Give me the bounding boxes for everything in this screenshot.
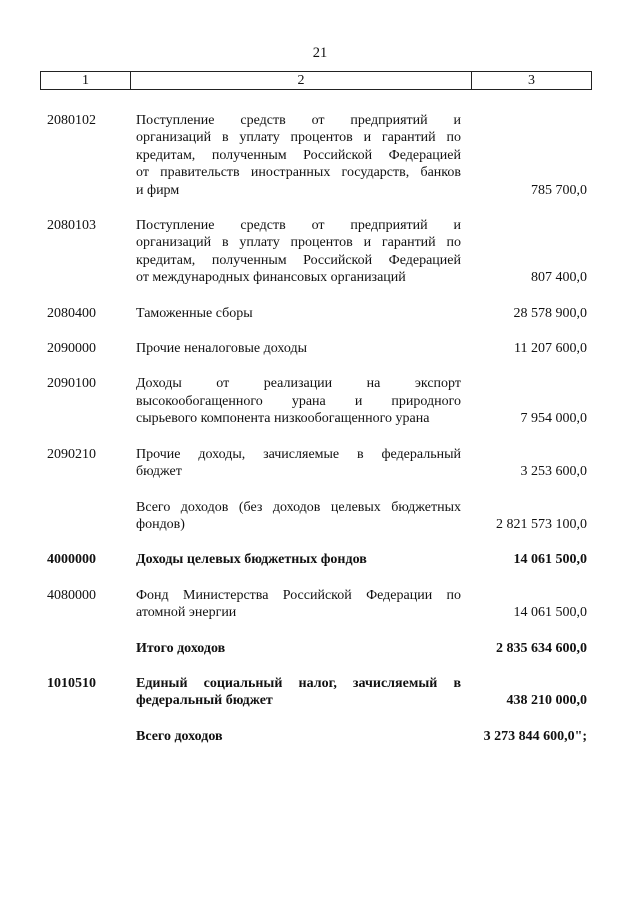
table-row [47, 305, 587, 322]
description-line: кредитам, полученным Российской Федерацией [136, 147, 461, 163]
table-row [47, 446, 587, 481]
description-line: Фонд Министерства Российской Федерации по [136, 587, 461, 603]
table-row [47, 217, 587, 287]
description-line: высокообогащенного урана и природного [136, 393, 461, 409]
description-line: Итого доходов [136, 640, 226, 656]
table-row [47, 675, 587, 710]
row-amount: 14 061 500,0 [513, 605, 587, 621]
row-code [47, 640, 136, 657]
description-line: Всего доходов (без доходов целевых бюджетных [136, 499, 461, 515]
description-line: Всего доходов [136, 728, 223, 744]
row-description [136, 112, 461, 199]
description-line: от международных финансовых организаций [136, 270, 406, 286]
row-code: 2080400 [47, 305, 96, 321]
row-description [136, 305, 461, 322]
description-line: фондов) [136, 516, 185, 532]
row-amount: 438 210 000,0 [506, 693, 587, 709]
description-line: Поступление средств от предприятий и [136, 113, 461, 128]
description-line: атомной энергии [136, 605, 237, 621]
row-description [136, 340, 461, 357]
table-row [47, 587, 587, 622]
row-description [136, 640, 461, 657]
row-amount: 807 400,0 [531, 270, 587, 286]
description-line: организаций в уплату процентов и гарантий по [136, 235, 461, 251]
description-line: и фирм [136, 182, 180, 198]
column-header-2: 2 [131, 72, 472, 89]
row-code: 4000000 [47, 552, 96, 568]
row-code: 2080103 [47, 218, 96, 234]
description-line: Таможенные сборы [136, 305, 253, 321]
table-row [47, 112, 587, 199]
page-number: 21 [312, 45, 328, 61]
table-row [47, 640, 587, 657]
row-amount: 3 253 600,0 [520, 464, 587, 480]
description-line: федеральный бюджет [136, 693, 273, 709]
description-line: организаций в уплату процентов и гарантий по [136, 130, 461, 146]
description-line: Единый социальный налог, зачисляемый в [136, 675, 461, 691]
row-code: 2090210 [47, 446, 96, 462]
description-line: Доходы от реализации на экспорт [136, 376, 461, 392]
row-code [47, 728, 136, 745]
table-row [47, 375, 587, 427]
table-row [47, 551, 587, 568]
row-amount: 28 578 900,0 [513, 305, 587, 321]
row-amount: 7 954 000,0 [520, 411, 587, 427]
description-line: кредитам, полученным Российской Федерацией [136, 252, 461, 268]
table-row [47, 499, 587, 534]
table-row [47, 728, 587, 745]
row-amount: 14 061 500,0 [513, 552, 587, 568]
row-code: 4080000 [47, 587, 96, 603]
row-description [136, 446, 461, 481]
row-description [136, 551, 461, 568]
row-code: 2090100 [47, 376, 96, 392]
description-line: от правительств иностранных государств, банков [136, 165, 461, 181]
description-line: бюджет [136, 464, 182, 480]
column-header-3: 3 [528, 73, 535, 88]
description-line: Доходы целевых бюджетных фондов [136, 552, 367, 568]
column-header-1: 1 [41, 72, 131, 89]
income-table-body [47, 112, 587, 745]
description-line: Поступление средств от предприятий и [136, 218, 461, 234]
row-amount: 785 700,0 [531, 182, 587, 198]
row-description [136, 499, 461, 534]
row-code: 2090000 [47, 341, 96, 357]
row-amount: 2 835 634 600,0 [496, 640, 587, 656]
row-code: 1010510 [47, 675, 96, 691]
row-code: 2080102 [47, 113, 96, 128]
description-line: сырьевого компонента низкообогащенного урана [136, 411, 430, 427]
row-description [136, 217, 461, 287]
row-description [136, 728, 461, 745]
row-code [47, 499, 136, 534]
description-line: Прочие неналоговые доходы [136, 341, 308, 357]
row-amount: 3 273 844 600,0"; [483, 728, 587, 744]
description-line: Прочие доходы, зачисляемые в федеральный [136, 446, 461, 462]
row-description [136, 675, 461, 710]
row-description [136, 375, 461, 427]
table-header [40, 71, 592, 90]
table-row [47, 340, 587, 357]
row-amount: 2 821 573 100,0 [496, 516, 587, 532]
row-description [136, 587, 461, 622]
row-amount: 11 207 600,0 [514, 341, 587, 357]
